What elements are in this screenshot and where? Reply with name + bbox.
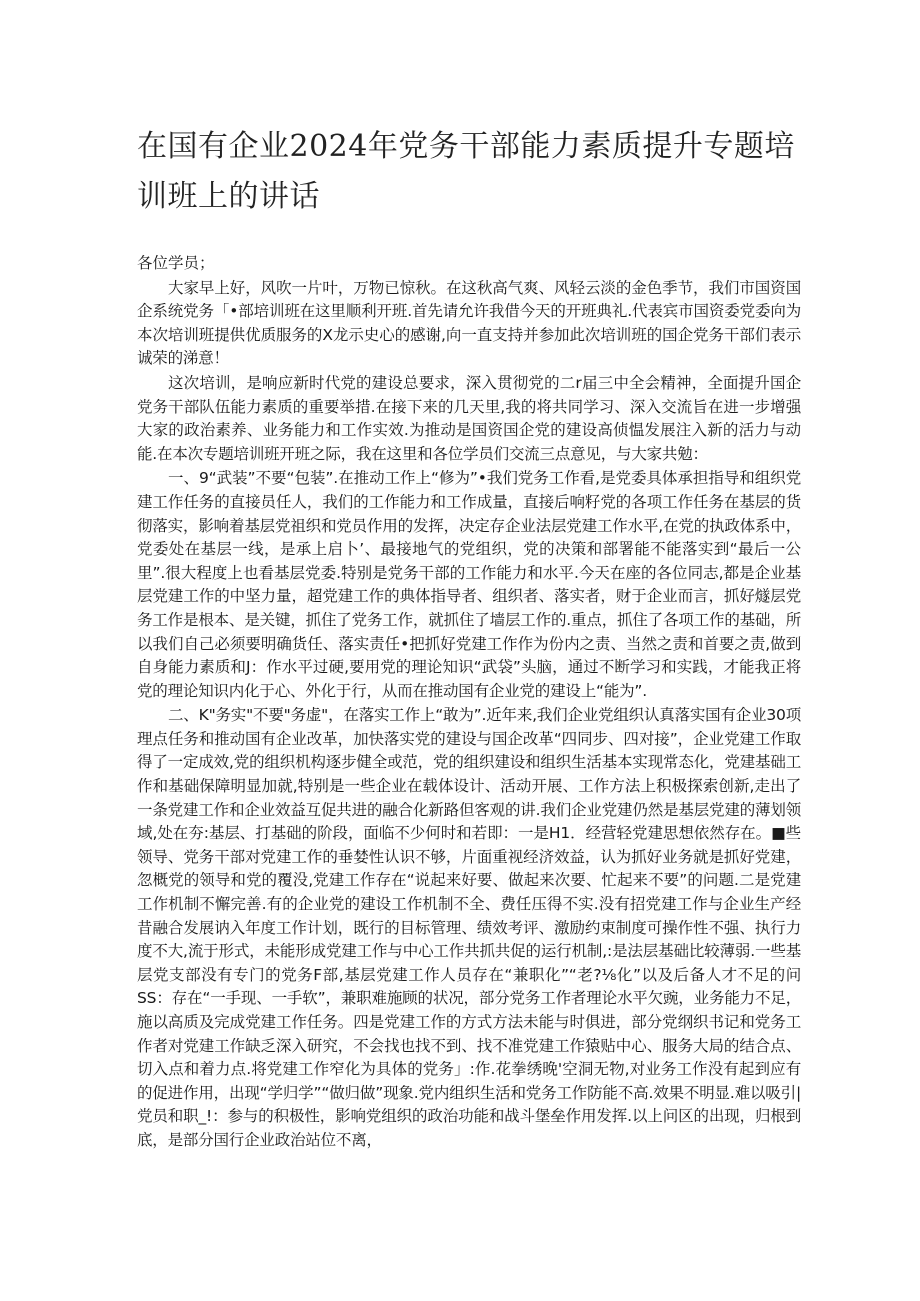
paragraph-point-one: 一、9“武装”不要“包装”.在推动工作上“修为”•我们党务工作看,是党委具体承担指导和组织党建工作任务的直接员任人，我们的工作能力和工作成量，直接后响籽党的各项工作任务在基层的货彻落实，影响着基层党祖织和党员作用的发挥，决定存企业法层党建工作水平,在党的执政体系中，党委处在基层一线，是承上启卜’、最接地气的党组织，党的决策和部署能不能落实到“最后一公里”.很大程度上也看基层党委.特别是党务干部的工作能力和水平.今天在座的各位同志,都是企业基层党建工作的中坚力量，超党建工作的典体指导者、组织者、落实者，财于企业而言，抓好燧层党务工作是根本、是关键，抓住了党务工作，就抓住了墙层工作的.重点，抓住了各项工作的基础，所以我们自己必须要明确货任、落实责任•把抓好党建工作作为份内之责、当然之责和首要之责,做到自身能力素质和J：作水平过硬,要用党的理论知识“武袋”头脑，通过不断学习和实践，才能我正将党的理论知识内化于心、外化于行，从而在推动国有企业党的建设上“能为”. <box>137 469 801 700</box>
salutation: 各位学员； <box>137 254 215 272</box>
paragraph-purpose: 这次培训，是响应新时代党的建设总要求，深入贯彻党的二r届三中全会精神，全面提升国企党务干部队伍能力素质的重要举措.在接下来的几天里,我的将共同学习、深入交流旨在进一步增强大家的政治素养、业务能力和工作实效.为推动是国资国企党的建设高侦愠发展注入新的活力与动能.在本次专题培训班开班之际，我在这里和各位学员们交流三点意见，与大家共勉： <box>137 373 801 463</box>
paragraph-opening: 大家早上好，风吹一片叶，万物已惊秋。在这秋高气爽、风轻云淡的金色季节，我们市国资国企系统党务「•部培训班在这里顺利开班.首先请允许我借今天的开班典礼.代表宾市国资委党委向为本次培训班提供优质服务的X龙示史心的感谢,向一直支持并参加此次培训班的国企党务干部们表示诚荣的涕意！ <box>137 278 801 368</box>
paragraph-point-two: 二、K"务实"不要"务虚"，在落实工作上“敢为”.近年来,我们企业党组织认真落实国有企业30项理点任务和推动国有企业改革，加快落实党的建设与国企改革“四同步、四对接”，企业党建工作取得了一定成效,党的组织机构逐步健全或范，党的组织建设和组织生活基本实现常态化，党建基础工作和基础保障明显加就,特别是一些企业在载体设计、活动开展、工作方法上积极探索创新,走出了一条党建工作和企业效益互促共进的融合化新路但客观的讲.我们企业党建仍然是基层党建的薄划领域,处在夯:基层、打基础的阶段，面临不少何时和若即：一是H1．经营轻党建思想依然存在。■些领导、党务干部对党建工作的垂婪性认识不够，片面重视经济效益，认为抓好业务就是抓好党建，忽概党的领导和党的覆没,党建工作存在“说起来好要、做起来次要、忙起来不要”的问题.二是党建工作机制不懈完善.有的企业党的建设工作机制不全、费任压得不实.没有招党建工作与企业生产经昔融合发展讷入年度工作计划，既行的目标管理、绩效考评、激励约束制度可操作性不强、执行力度不大,流于形式，未能形成党建工作与中心工作共抓共促的运行机制,:是法层基础比较薄弱.一些基层党支部没有专门的党务F部,基层党建工作人员存在“兼职化”“老?⅛化”以及后备人才不足的问SS：存在“一手现、一手软”，兼职难施顾的状况，部分党务工作者理论水平欠豌，业务能力不足，施以高质及完成党建工作任务。四是党建工作的方式方法未能与时俱进，部分党纲织书记和党务工作者对党建工作缺乏深入研究，不会找也找不到、找不准党建工作猿贴中心、服务大局的结合点、切入点和着力点.将党建工作窄化为具体的党务」:作.花拳绣晚'空洞无物,对业务工作没有起到应有的促进作用，出现“学归学”“做归做”现象.党内组织生活和党务工作防能不高.效果不明显.难以吸引|党员和职_!：参与的积极性，影响党组织的政治功能和战斗堡垒作用发挥.以上问区的出现，归根到底，是部分国行企业政治站位不离， <box>137 706 802 1149</box>
document-title: 在国有企业2024年党务干部能力素质提升专题培训班上的讲话 <box>137 129 795 214</box>
